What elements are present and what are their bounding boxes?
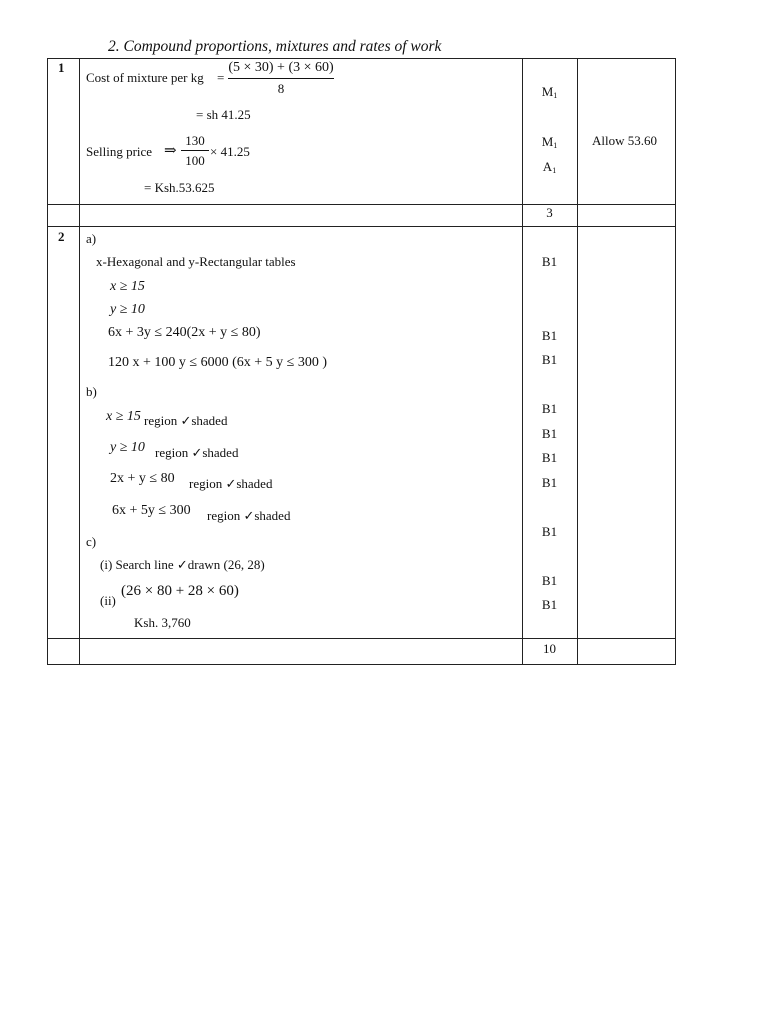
page-title: 2. Compound proportions, mixtures and rates of work — [108, 38, 442, 55]
mark-b1: B1 — [541, 524, 558, 539]
region-text: region ✓shaded — [144, 413, 228, 428]
fraction-denominator: 100 — [185, 153, 205, 168]
fraction-bar — [181, 150, 209, 151]
table-row-divider — [47, 638, 676, 639]
mark-a1 — [522, 160, 577, 175]
mark-m1 — [522, 135, 577, 150]
inequality: 6x + 3y ≤ 240(2x + y ≤ 80) — [108, 325, 261, 340]
region-expression: 2x + y ≤ 80 — [110, 471, 175, 486]
table-col-divider — [79, 58, 80, 665]
selling-fraction — [181, 134, 209, 167]
mark-b1: B1 — [541, 254, 558, 269]
inequality: 120 x + 100 y ≤ 6000 (6x + 5 y ≤ 300 ) — [108, 355, 327, 370]
table-row-divider — [47, 204, 676, 205]
mark-b1: B1 — [541, 450, 558, 465]
question-number: 2 — [58, 229, 65, 244]
table-col-divider — [577, 58, 578, 665]
question-total: 3 — [546, 205, 553, 220]
selling-multiplier: × 41.25 — [210, 144, 250, 159]
mark-letter: A — [542, 159, 553, 174]
mark-letter: M — [541, 84, 554, 99]
region-expression: y ≥ 10 — [110, 440, 145, 455]
inequality: y ≥ 10 — [110, 302, 145, 317]
mark-b1: B1 — [541, 573, 558, 588]
table-border-right — [675, 58, 676, 665]
question-total: 10 — [543, 641, 556, 656]
region-expression: 6x + 5y ≤ 300 — [112, 503, 191, 518]
fraction-numerator: 130 — [185, 133, 205, 148]
mark-b1: B1 — [541, 352, 558, 367]
final-answer: Ksh. 3,760 — [134, 615, 191, 630]
part-label: a) — [86, 231, 97, 246]
mark-letter: M — [541, 134, 554, 149]
cost-label: Cost of mixture per kg — [86, 70, 204, 85]
table-border-left — [47, 58, 48, 665]
region-text: region ✓shaded — [189, 476, 273, 491]
selling-price-label: Selling price — [86, 144, 153, 159]
table-row-divider — [47, 226, 676, 227]
mark-b1: B1 — [541, 475, 558, 490]
mark-m1 — [522, 85, 577, 100]
table-border-bottom — [47, 664, 676, 665]
mark-b1: B1 — [541, 328, 558, 343]
variable-definition: x-Hexagonal and y-Rectangular tables — [96, 254, 296, 269]
mark-b1: B1 — [541, 426, 558, 441]
equals-sign: = — [217, 70, 225, 85]
mark-b1: B1 — [541, 401, 558, 416]
fraction-bar — [228, 78, 334, 79]
cost-fraction — [228, 61, 334, 95]
region-text: region ✓shaded — [207, 508, 291, 523]
mark-subscript: 1 — [552, 166, 557, 175]
part-label: c) — [86, 534, 97, 549]
implies-arrow: ⇒ — [164, 143, 177, 159]
sub-part-label: (ii) — [100, 593, 116, 608]
part-label: b) — [86, 384, 97, 399]
region-expression: x ≥ 15 — [106, 409, 141, 424]
cost-result: = sh 41.25 — [196, 107, 251, 122]
table-border-top — [47, 58, 676, 59]
remark: Allow 53.60 — [592, 133, 657, 148]
search-line: (i) Search line ✓drawn (26, 28) — [100, 557, 265, 572]
region-text: region ✓shaded — [155, 445, 239, 460]
question-number: 1 — [58, 60, 65, 75]
selling-result: = Ksh.53.625 — [144, 180, 215, 195]
profit-expression: (26 × 80 + 28 × 60) — [121, 583, 239, 599]
mark-b1: B1 — [541, 597, 558, 612]
mark-subscript: 1 — [553, 141, 558, 150]
fraction-numerator: (5 × 30) + (3 × 60) — [228, 60, 334, 75]
inequality: x ≥ 15 — [110, 279, 145, 294]
fraction-denominator: 8 — [277, 81, 285, 96]
mark-subscript: 1 — [553, 91, 558, 100]
